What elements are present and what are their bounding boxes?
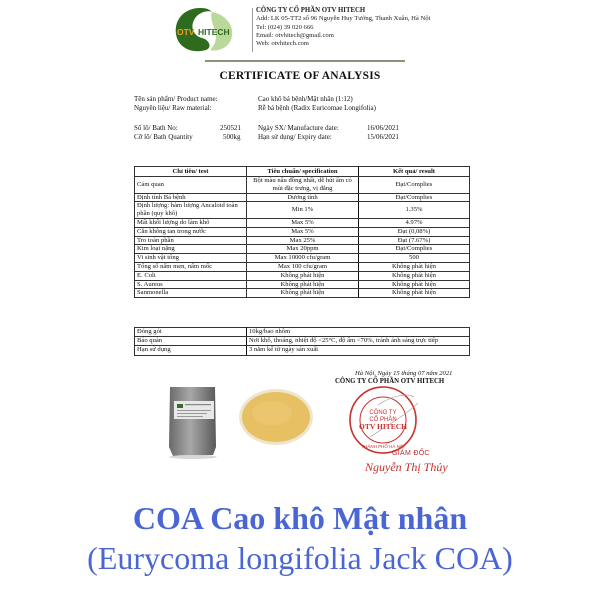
mfg-date-value: 16/06/2021 [367,124,399,132]
spec-cell: Max 5% [247,218,359,227]
table-row [135,177,470,194]
batch-qty-value: 500kg [223,133,241,141]
result-cell: Đạt/Complies [359,177,470,194]
result-cell: 500 [359,254,470,263]
svg-text:THÀNH PHỐ HÀ NỘI: THÀNH PHỐ HÀ NỘI [361,444,405,449]
result-cell: Không phát hiện [359,280,470,289]
signature-date: Hà Nội, Ngày 15 tháng 07 năm 2021 [355,370,453,377]
storage-value: Nơi khô, thoáng, nhiệt độ <25°C, độ ẩm <70%, tránh ánh sáng trực tiếp [247,337,470,346]
svg-text:CỔ PHẦN: CỔ PHẦN [369,417,397,423]
packaging-key: Đóng gói [135,328,247,337]
test-cell: Định tính Bá bệnh [135,193,247,202]
shelf-life-key: Hạn sử dụng [135,346,247,355]
svg-text:CÔNG TY: CÔNG TY [369,410,397,416]
mfg-date-label: Ngày SX/ Manufacture date: [258,124,339,132]
table-row [135,280,470,289]
spec-cell: Max 20ppm [247,245,359,254]
result-cell: Không phát hiện [359,271,470,280]
spec-cell: Min 1% [247,202,359,219]
test-cell: Sanmonella [135,289,247,298]
column-header-test: Chỉ tiêu/ test [135,167,247,177]
test-cell: Mất khối lượng do làm khô [135,218,247,227]
result-cell: 4.97% [359,218,470,227]
spec-cell: Không phát hiện [247,280,359,289]
spec-cell: Bột màu nâu đồng nhất, dễ hút ẩm có mùi đặc trưng, vị đắng [247,177,359,194]
shelf-life-value: 3 năm kể từ ngày sản xuất [247,346,470,355]
material-label: Nguyên liệu/ Raw material: [134,104,212,112]
table-row [135,227,470,236]
company-tel: Tel: (024) 39 020 666 [256,23,314,31]
batch-qty-label: Cỡ lô/ Bath Quantity [134,133,193,141]
company-stamp [348,385,418,455]
company-header [172,4,472,56]
test-cell: Tổng số nấm men, nấm mốc [135,262,247,271]
expiry-date-label: Hạn sử dụng/ Expiry date: [258,133,332,141]
test-cell: Vi sinh vật tổng [135,254,247,263]
svg-text:OTV HITECH: OTV HITECH [359,422,407,431]
table-row [135,218,470,227]
table-row [135,236,470,245]
result-cell: Đạt/Complies [359,245,470,254]
table-row [135,289,470,298]
packaging-table [134,327,470,356]
spec-cell: Max 25% [247,236,359,245]
result-cell: Không phát hiện [359,262,470,271]
company-info [256,7,430,48]
spec-cell: Max 10000 cfu/gram [247,254,359,263]
result-cell: Không phát hiện [359,289,470,298]
packaging-value: 10kg/bao nhôm [247,328,470,337]
test-cell: Cảm quan [135,177,247,194]
caption-title: COA Cao khô Mật nhân [132,500,468,536]
test-cell: Tro toàn phần [135,236,247,245]
result-cell: Đạt (7.67%) [359,236,470,245]
table-row [135,245,470,254]
otv-hitech-logo [172,6,242,54]
analysis-table [134,166,470,298]
document-title: CERTIFICATE OF ANALYSIS [219,70,381,82]
result-cell: Đạt/Complies [359,193,470,202]
svg-text:OTV: OTV [177,27,195,37]
test-cell: E. Coli [135,271,247,280]
table-row [135,193,470,202]
test-cell: Định lượng: hàm lượng Ancaloid toàn phần (quy khô) [135,202,247,219]
header-divider [252,8,253,52]
column-header-specification: Tiêu chuẩn/ specification [247,167,359,177]
table-row [135,202,470,219]
signature-company: CÔNG TY CỔ PHẦN OTV HITECH [335,378,445,385]
company-address: Add: LK 05-TT2 số 96 Nguyễn Huy Tưởng, Thanh Xuân, Hà Nội [256,15,431,23]
table-row [135,337,470,346]
test-cell: Kim loại nặng [135,245,247,254]
test-cell: Cắn không tan trong nước [135,227,247,236]
material-value: Rễ bá bệnh (Radix Euricomae Longifolia) [258,104,376,112]
spec-cell: Không phát hiện [247,271,359,280]
svg-text:HITECH: HITECH [198,27,230,37]
director-title: GIÁM ĐỐC [392,450,430,457]
table-row [135,254,470,263]
table-row [135,328,470,337]
spec-cell: Dương tính [247,193,359,202]
company-email: Email: otvhitech@gmail.com [256,31,334,39]
table-row [135,346,470,355]
result-cell: Đạt (0,08%) [359,227,470,236]
spec-cell: Không phát hiện [247,289,359,298]
company-web: Web: otvhitech.com [256,40,309,48]
spec-cell: Max 5% [247,227,359,236]
product-bag-image [165,385,220,460]
table-row [135,271,470,280]
batch-no-value: 250521 [220,124,241,132]
table-header-row [135,167,470,177]
column-header-result: Kết quả/ result [359,167,470,177]
storage-key: Bảo quản [135,337,247,346]
header-rule [205,60,405,62]
result-cell: 1.35% [359,202,470,219]
table-row [135,262,470,271]
spec-cell: Max 100 cfu/gram [247,262,359,271]
expiry-date-value: 15/06/2021 [367,133,399,141]
signer-name: Nguyễn Thị Thủy [365,460,448,474]
company-name: CÔNG TY CỔ PHẦN OTV HITECH [256,7,366,14]
product-value: Cao khô bá bệnh/Mật nhân (1:12) [258,95,353,103]
caption-subtitle: (Eurycoma longifolia Jack COA) [87,540,513,576]
product-label: Tên sản phẩm/ Product name: [134,95,218,103]
test-cell: S. Aureus [135,280,247,289]
powder-bowl-image [238,388,314,446]
batch-no-label: Số lô/ Bath No: [134,124,178,132]
